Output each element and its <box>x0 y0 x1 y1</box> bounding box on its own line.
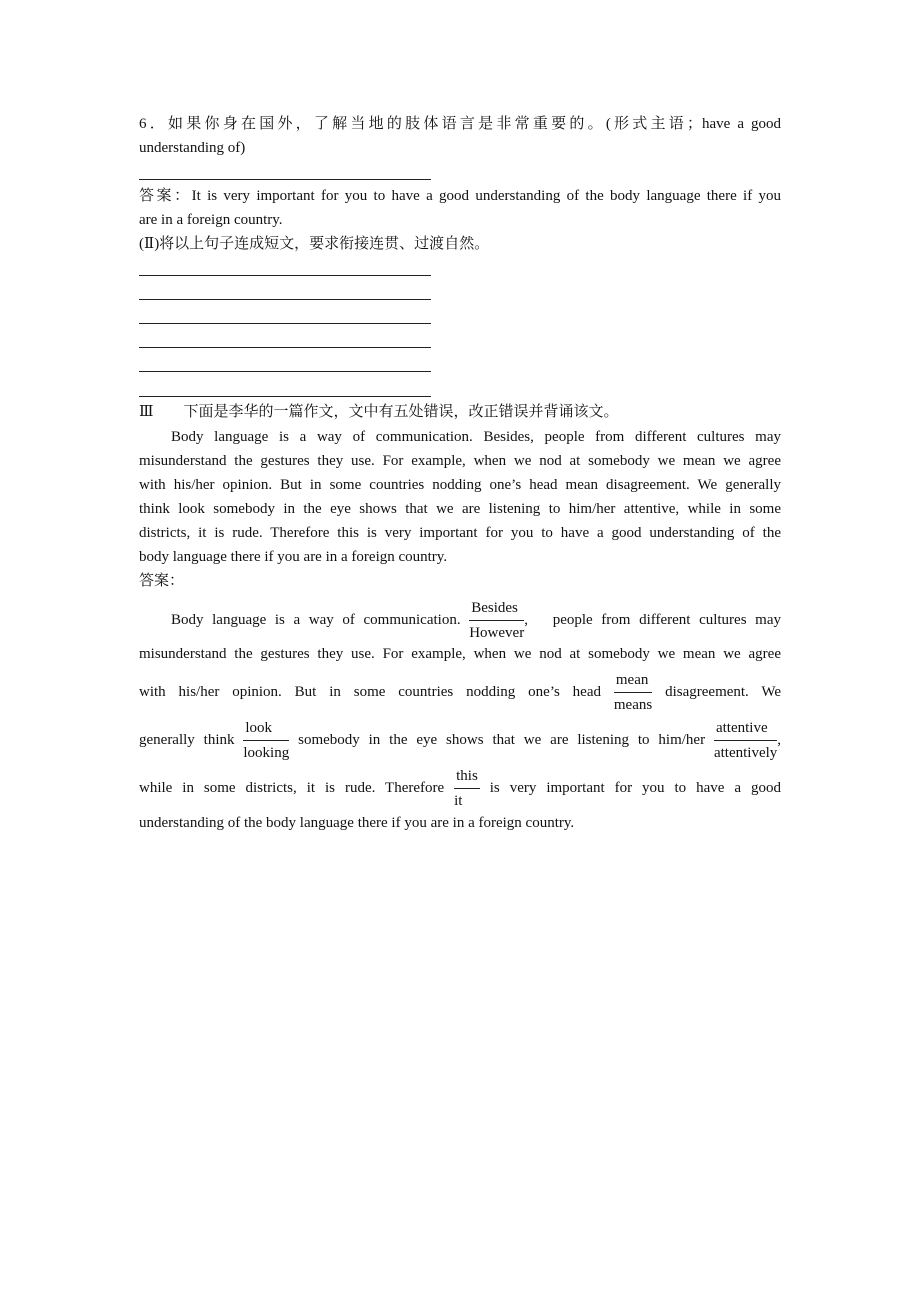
correction-mean <box>614 671 652 714</box>
text: while in some districts, it is rude. Therefore <box>139 780 445 796</box>
question-6-answer-cont: are in a foreign country. <box>139 212 283 228</box>
essay-line: Body language is a way of communication. Besides, people from different cultures may <box>171 429 781 445</box>
corrected-line-5 <box>139 765 781 811</box>
text: generally think <box>139 732 235 748</box>
text: is very important for you to have a good <box>489 780 781 796</box>
text: somebody in the eye shows that we are listening to him/her <box>298 732 706 748</box>
writing-line <box>139 347 431 348</box>
essay-line: with his/her opinion. But in some countries nodding one’s head mean disagreement. We generally <box>139 477 781 493</box>
writing-line <box>139 323 431 324</box>
corrected-line-4 <box>139 717 781 763</box>
corrected-line-6: understanding of the body language there if you are in a foreign country. <box>139 815 575 831</box>
corrected-line-3 <box>139 669 781 715</box>
correct-word: it <box>454 793 463 810</box>
essay-line: districts, it is rude. Therefore this is very important for you to have a good understanding of the <box>139 525 781 541</box>
writing-line <box>139 371 431 372</box>
text: , people from different cultures may <box>524 612 781 628</box>
essay-line: think look somebody in the eye shows that we are listening to him/her attentive, while in some <box>139 501 781 517</box>
corrected-line-2: misunderstand the gestures they use. For example, when we nod at somebody we mean we agree <box>139 646 781 662</box>
wrong-word: this <box>454 767 480 789</box>
essay-line: misunderstand the gestures they use. For example, when we nod at somebody we mean we agree <box>139 453 781 469</box>
correct-word: looking <box>243 745 290 762</box>
correct-word: means <box>613 697 653 714</box>
part-3-heading: Ⅲ 下面是李华的一篇作文，文中有五处错误，改正错误并背诵该文。 <box>139 404 619 420</box>
wrong-word: mean <box>614 671 652 693</box>
correction-attentive <box>714 719 777 762</box>
text: , <box>777 732 782 748</box>
answer-blank-line <box>139 179 431 180</box>
text: with his/her opinion. But in some countries nodding one’s head <box>139 684 602 700</box>
essay-line: body language there if you are in a foreign country. <box>139 549 448 565</box>
answer-label: 答案： <box>139 573 185 589</box>
wrong-word: Besides <box>469 599 524 621</box>
question-6-prompt: 6．如果你身在国外，了解当地的肢体语言是非常重要的。(形式主语；have a good <box>139 116 781 132</box>
correction-this <box>454 767 480 810</box>
correct-word: attentively <box>713 745 778 762</box>
correction-look <box>243 719 289 762</box>
text: disagreement. We <box>665 684 782 700</box>
writing-line <box>139 299 431 300</box>
writing-line <box>139 396 431 397</box>
correct-word: However <box>469 625 525 642</box>
question-6-answer: 答案：It is very important for you to have a good understanding of the body language there if you <box>139 188 781 204</box>
text: Body language is a way of communication. <box>171 612 461 628</box>
part-2-instruction: (Ⅱ)将以上句子连成短文，要求衔接连贯、过渡自然。 <box>139 236 490 252</box>
corrected-line-1 <box>139 597 781 643</box>
correction-besides <box>469 599 524 642</box>
writing-line <box>139 275 431 276</box>
wrong-word: attentive <box>714 719 777 741</box>
question-6-hint: understanding of) <box>139 140 246 156</box>
wrong-word: look <box>243 719 289 741</box>
